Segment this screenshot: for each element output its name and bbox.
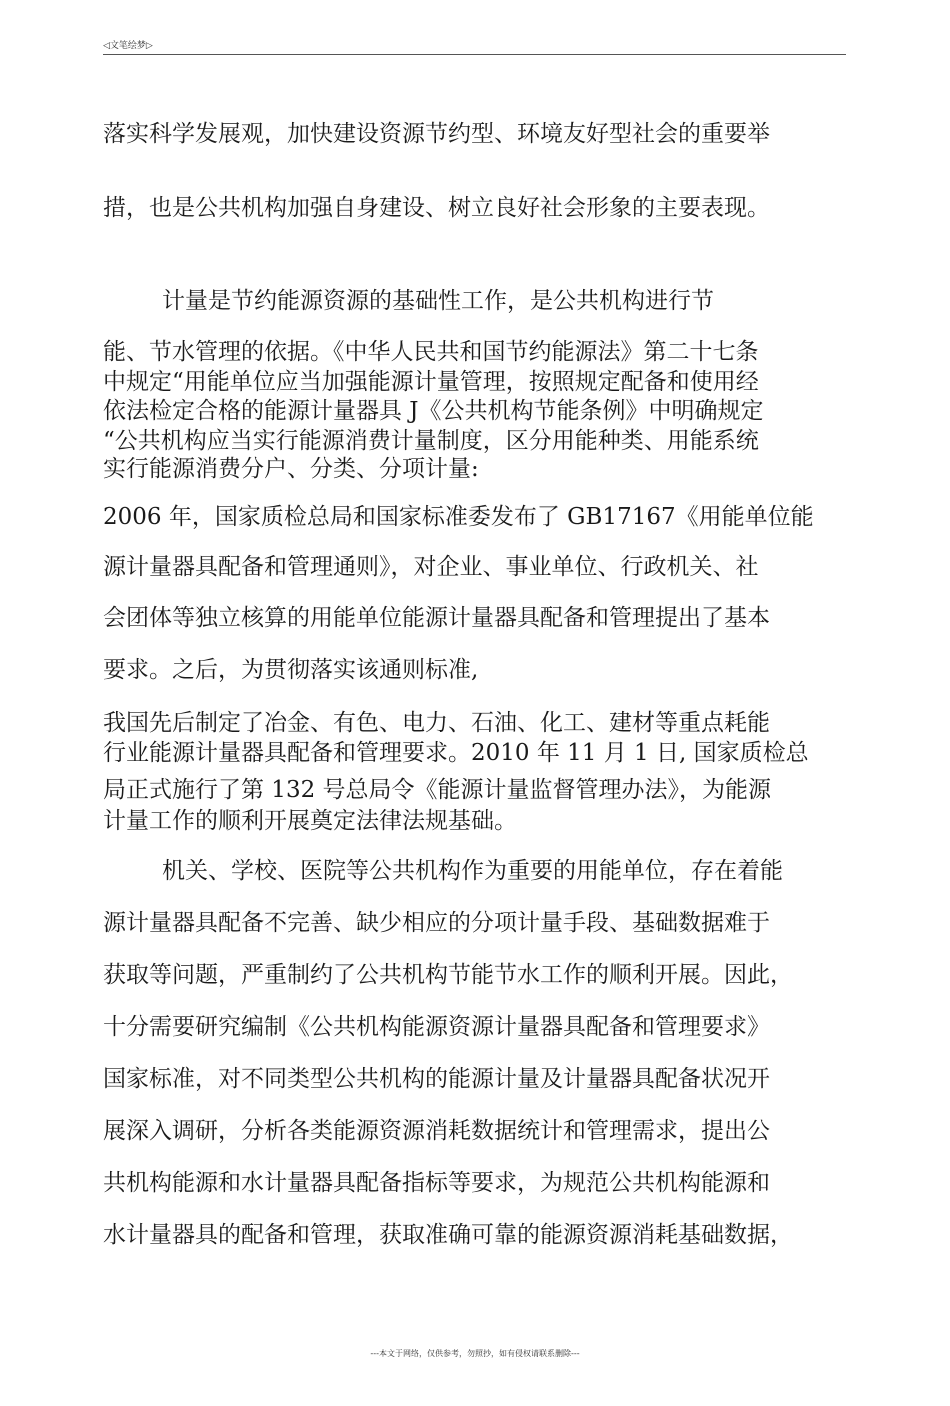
text-line: 2006 年，国家质检总局和国家标准委发布了 GB17167《用能单位能 [103,504,814,530]
text-line: 国家标准，对不同类型公共机构的能源计量及计量器具配备状况开 [103,1066,770,1092]
text-line: “公共机构应当实行能源消费计量制度，区分用能种类、用能系统 [103,428,759,454]
text-line: 计量工作的顺利开展奠定法律法规基础。 [103,808,517,834]
page-header-text: ◁文笔绘梦▷ [103,41,153,51]
text-line: 能、节水管理的依据。《中华人民共和国节约能源法》第二十七条 [103,339,759,365]
text-line: 获取等问题，严重制约了公共机构节能节水工作的顺利开展。因此， [103,962,793,988]
text-line: 措，也是公共机构加强自身建设、树立良好社会形象的主要表现。 [103,195,770,221]
text-line: 实行能源消费分户、分类、分项计量: [103,456,479,482]
text-line: 要求。之后，为贯彻落实该通则标准, [103,657,479,683]
header-rule [103,54,846,55]
text-line: 我国先后制定了冶金、有色、电力、石油、化工、建材等重点耗能 [103,710,770,736]
text-line: 依法检定合格的能源计量器具 J《公共机构节能条例》中明确规定 [103,398,764,424]
text-line: 行业能源计量器具配备和管理要求。2010 年 11 月 1 日, 国家质检总 [103,740,809,766]
text-line: 十分需要研究编制《公共机构能源资源计量器具配备和管理要求》 [103,1014,770,1040]
text-line: 会团体等独立核算的用能单位能源计量器具配备和管理提出了基本 [103,605,770,631]
text-line: 源计量器具配备和管理通则》，对企业、事业单位、行政机关、社 [103,554,759,580]
text-line: 计量是节约能源资源的基础性工作，是公共机构进行节 [162,288,714,314]
text-line: 展深入调研，分析各类能源资源消耗数据统计和管理需求，提出公 [103,1118,770,1144]
text-line: 中规定“用能单位应当加强能源计量管理，按照规定配备和使用经 [103,369,759,395]
text-line: 水计量器具的配备和管理，获取准确可靠的能源资源消耗基础数据， [103,1222,793,1248]
text-line: 局正式施行了第 132 号总局令《能源计量监督管理办法》，为能源 [103,777,772,803]
text-line: 落实科学发展观，加快建设资源节约型、环境友好型社会的重要举 [103,121,770,147]
text-line: 共机构能源和水计量器具配备指标等要求，为规范公共机构能源和 [103,1170,770,1196]
text-line: 源计量器具配备不完善、缺少相应的分项计量手段、基础数据难于 [103,910,770,936]
text-line: 机关、学校、医院等公共机构作为重要的用能单位，存在着能 [162,858,783,884]
page-footer-text: ---本文于网络，仅供参考，勿照抄，如有侵权请联系删除--- [370,1349,580,1358]
